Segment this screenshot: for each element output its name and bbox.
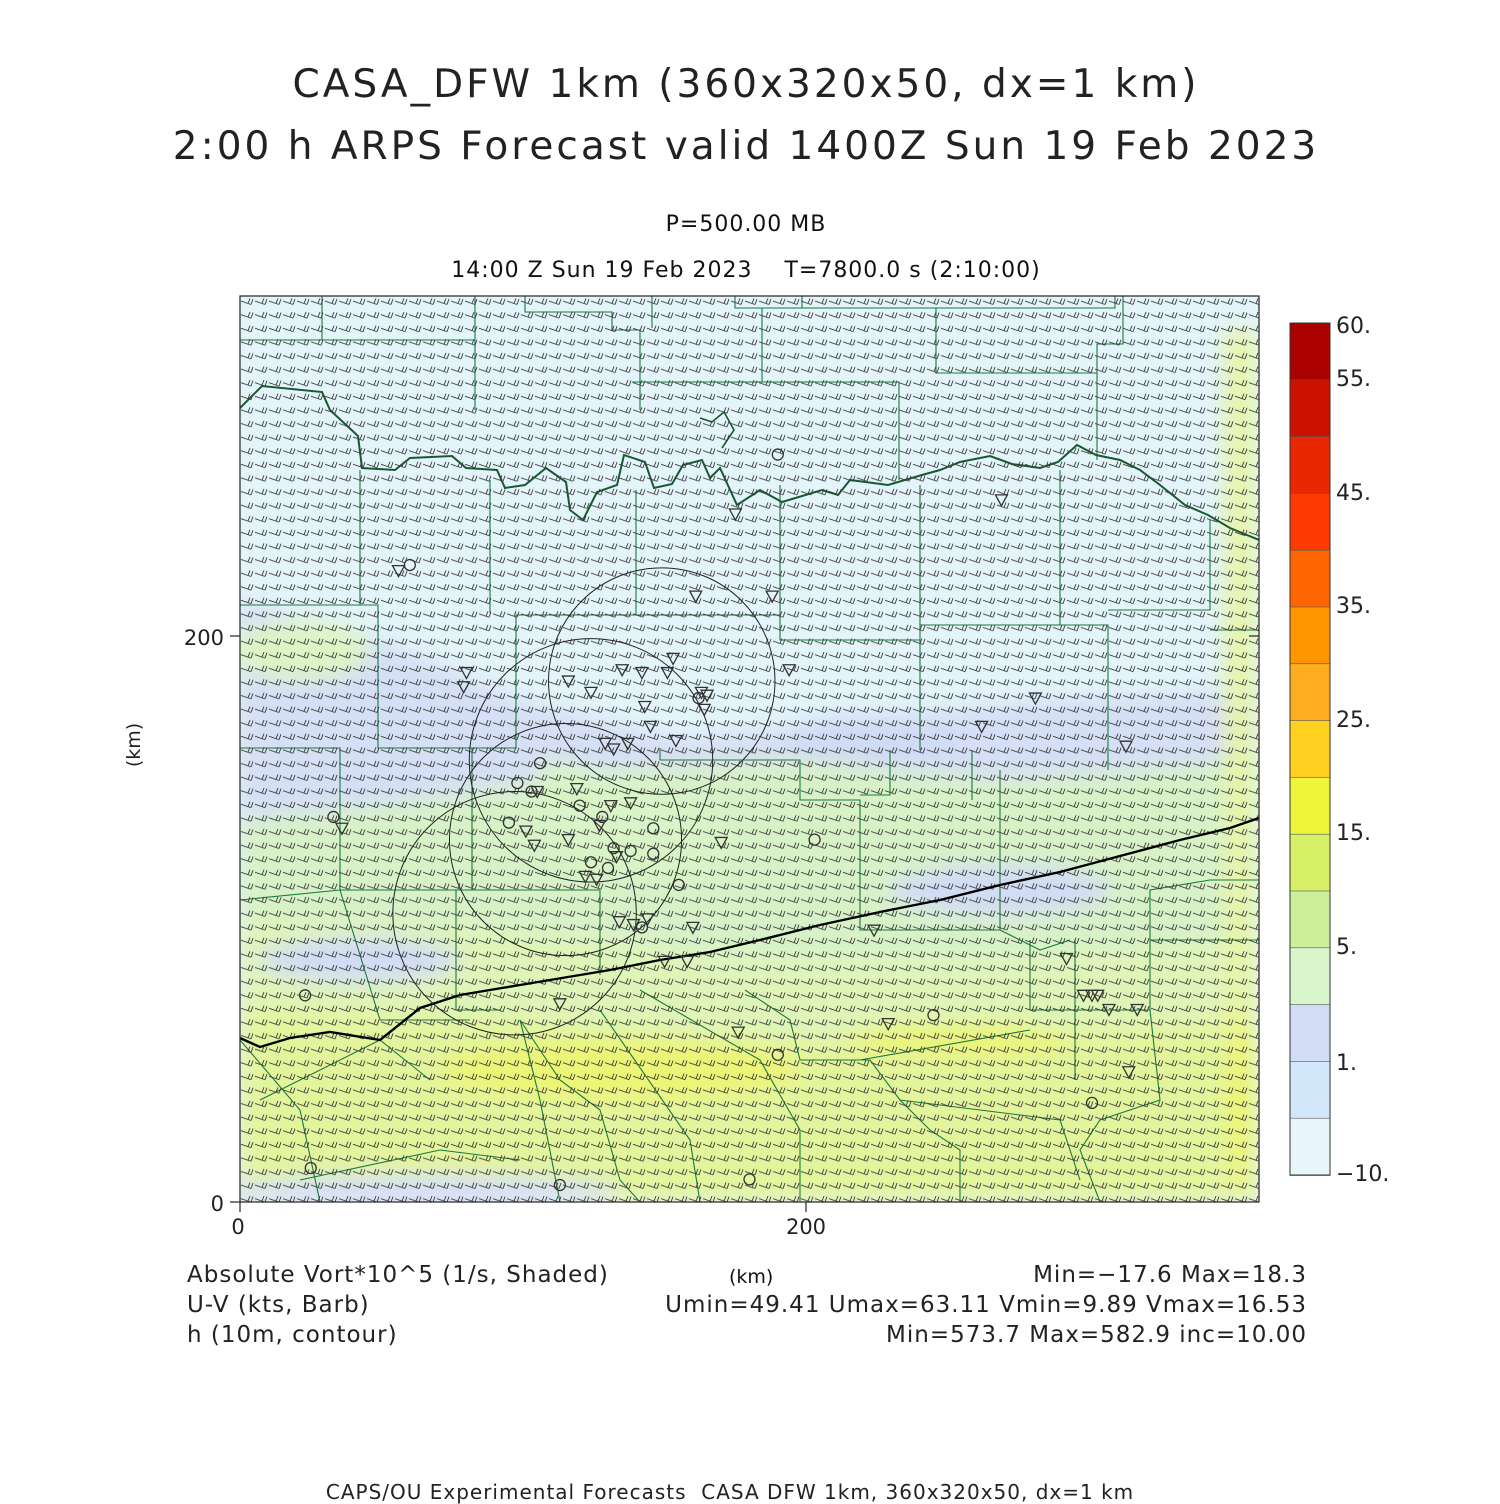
colorbar-swatch <box>1290 437 1330 494</box>
colorbar-swatch <box>1290 493 1330 550</box>
colorbar-swatch <box>1290 1061 1330 1118</box>
colorbar-swatch <box>1290 1118 1330 1175</box>
field-shaded-label: Absolute Vort*10^5 (1/s, Shaded) <box>187 1262 609 1288</box>
contour-min-max: Min=573.7 Max=582.9 inc=10.00 <box>886 1322 1307 1348</box>
colorbar-swatch <box>1290 607 1330 664</box>
shaded-min-max: Min=−17.6 Max=18.3 <box>1033 1262 1307 1288</box>
colorbar-swatch <box>1290 948 1330 1005</box>
title-line-2: 2:00 h ARPS Forecast valid 1400Z Sun 19 Feb 2023 <box>172 124 1320 169</box>
colorbar-swatch <box>1290 721 1330 778</box>
colorbar-label-45: 45. <box>1336 481 1371 506</box>
colorbar-swatch <box>1290 834 1330 891</box>
x-axis-unit: (km) <box>729 1266 774 1288</box>
colorbar-label-5: 5. <box>1336 935 1357 960</box>
valid-time: 14:00 Z Sun 19 Feb 2023 T=7800.0 s (2:10:00) <box>451 258 1041 283</box>
wind-barbs <box>240 296 1259 1202</box>
y-axis-unit: (km) <box>123 722 145 768</box>
colorbar-swatch <box>1290 323 1330 380</box>
x-tick-200: 200 <box>785 1215 827 1239</box>
colorbar-label-minus10: −10. <box>1336 1162 1390 1187</box>
title-line-1: CASA_DFW 1km (360x320x50, dx=1 km) <box>292 62 1200 107</box>
colorbar-swatch <box>1290 1005 1330 1062</box>
colorbar-label-35: 35. <box>1336 594 1371 619</box>
colorbar-swatch <box>1290 777 1330 834</box>
x-tick-0: 0 <box>231 1215 245 1239</box>
colorbar-label-25: 25. <box>1336 708 1371 733</box>
wind-min-max: Umin=49.41 Umax=63.11 Vmin=9.89 Vmax=16.53 <box>665 1292 1307 1318</box>
pressure-level: P=500.00 MB <box>665 212 827 237</box>
y-tick-200: 200 <box>183 626 224 650</box>
colorbar-swatch <box>1290 380 1330 437</box>
colorbar-label-15: 15. <box>1336 821 1371 846</box>
colorbar-label-55: 55. <box>1336 367 1371 392</box>
colorbar-label-60: 60. <box>1336 314 1371 339</box>
y-tick-0: 0 <box>210 1192 224 1216</box>
colorbar-swatch <box>1290 891 1330 948</box>
field-contour-label: h (10m, contour) <box>187 1322 398 1348</box>
credit-line: CAPS/OU Experimental Forecasts CASA DFW 1km, 360x320x50, dx=1 km <box>325 1480 1135 1504</box>
colorbar-swatch <box>1290 550 1330 607</box>
colorbar <box>1290 323 1330 1176</box>
field-barb-label: U-V (kts, Barb) <box>187 1292 370 1318</box>
vorticity-shading <box>220 296 1259 1205</box>
colorbar-swatch <box>1290 664 1330 721</box>
colorbar-label-1: 1. <box>1336 1051 1357 1076</box>
